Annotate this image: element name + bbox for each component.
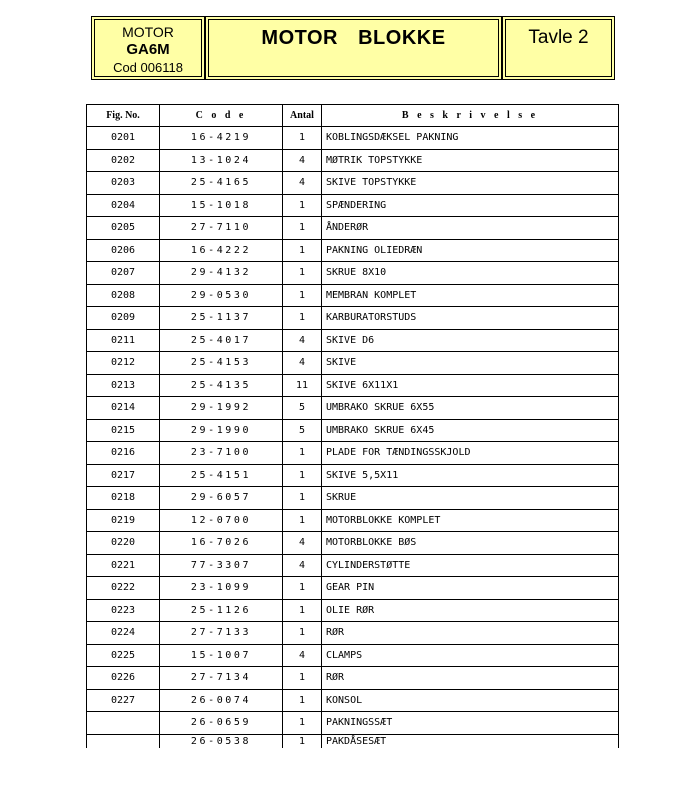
cell-code: 29-1990 xyxy=(160,419,283,442)
cell-code: 16-4219 xyxy=(160,127,283,150)
cell-description: SKIVE xyxy=(322,352,619,375)
cell-fig-no: 0221 xyxy=(87,554,160,577)
col-header-fig: Fig. No. xyxy=(87,105,160,127)
page-title: MOTOR BLOKKE xyxy=(261,27,446,49)
cell-description: UMBRAKO SKRUE 6X55 xyxy=(322,397,619,420)
table-row xyxy=(87,667,619,690)
cell-antal: 4 xyxy=(283,149,322,172)
table-row xyxy=(87,419,619,442)
col-header-desc: B e s k r i v e l s e xyxy=(322,105,619,127)
cell-fig-no xyxy=(87,712,160,735)
tavle-box xyxy=(502,16,615,80)
table-row xyxy=(87,464,619,487)
cell-fig-no: 0213 xyxy=(87,374,160,397)
cell-fig-no: 0226 xyxy=(87,667,160,690)
cell-antal: 4 xyxy=(283,532,322,555)
cell-fig-no: 0209 xyxy=(87,307,160,330)
motor-cod: Cod 006118 xyxy=(113,60,183,75)
cell-fig-no: 0212 xyxy=(87,352,160,375)
cell-antal: 1 xyxy=(283,127,322,150)
cell-fig-no: 0206 xyxy=(87,239,160,262)
cell-antal: 1 xyxy=(283,284,322,307)
cell-antal: 1 xyxy=(283,734,322,748)
cell-description: CLAMPS xyxy=(322,644,619,667)
cell-description: ÅNDERØR xyxy=(322,217,619,240)
cell-description: MØTRIK TOPSTYKKE xyxy=(322,149,619,172)
cell-description: MEMBRAN KOMPLET xyxy=(322,284,619,307)
cell-antal: 1 xyxy=(283,667,322,690)
cell-fig-no: 0216 xyxy=(87,442,160,465)
cell-antal: 1 xyxy=(283,622,322,645)
cell-code: 16-7026 xyxy=(160,532,283,555)
cell-fig-no: 0224 xyxy=(87,622,160,645)
cell-description: PAKNING OLIEDRÆN xyxy=(322,239,619,262)
table-row xyxy=(87,734,619,748)
cell-code: 15-1007 xyxy=(160,644,283,667)
cell-fig-no: 0220 xyxy=(87,532,160,555)
cell-code: 25-4017 xyxy=(160,329,283,352)
cell-antal: 1 xyxy=(283,262,322,285)
table-row xyxy=(87,599,619,622)
table-header-row xyxy=(87,105,619,127)
cell-fig-no: 0227 xyxy=(87,689,160,712)
cell-code: 77-3307 xyxy=(160,554,283,577)
cell-code: 23-1099 xyxy=(160,577,283,600)
cell-description: SKRUE xyxy=(322,487,619,510)
parts-table-body xyxy=(87,127,619,749)
table-row xyxy=(87,577,619,600)
cell-antal: 1 xyxy=(283,307,322,330)
col-header-antal: Antal xyxy=(283,105,322,127)
cell-fig-no: 0207 xyxy=(87,262,160,285)
cell-fig-no: 0208 xyxy=(87,284,160,307)
cell-fig-no: 0217 xyxy=(87,464,160,487)
cell-antal: 4 xyxy=(283,352,322,375)
cell-antal: 11 xyxy=(283,374,322,397)
cell-antal: 4 xyxy=(283,644,322,667)
cell-code: 25-4165 xyxy=(160,172,283,195)
cell-antal: 1 xyxy=(283,712,322,735)
cell-code: 29-1992 xyxy=(160,397,283,420)
cell-description: SPÆNDERING xyxy=(322,194,619,217)
cell-antal: 1 xyxy=(283,689,322,712)
table-row xyxy=(87,397,619,420)
cell-description: OLIE RØR xyxy=(322,599,619,622)
cell-fig-no: 0223 xyxy=(87,599,160,622)
tavle-number: Tavle 2 xyxy=(528,27,589,48)
cell-fig-no: 0204 xyxy=(87,194,160,217)
cell-code: 25-4135 xyxy=(160,374,283,397)
cell-antal: 1 xyxy=(283,509,322,532)
cell-fig-no: 0214 xyxy=(87,397,160,420)
cell-antal: 1 xyxy=(283,599,322,622)
table-row xyxy=(87,149,619,172)
cell-description: PAKNINGSSÆT xyxy=(322,712,619,735)
cell-code: 23-7100 xyxy=(160,442,283,465)
cell-antal: 1 xyxy=(283,217,322,240)
cell-antal: 1 xyxy=(283,487,322,510)
title-box xyxy=(205,16,502,80)
cell-fig-no: 0215 xyxy=(87,419,160,442)
cell-antal: 4 xyxy=(283,172,322,195)
table-row xyxy=(87,374,619,397)
cell-code: 25-1126 xyxy=(160,599,283,622)
cell-fig-no: 0205 xyxy=(87,217,160,240)
cell-description: UMBRAKO SKRUE 6X45 xyxy=(322,419,619,442)
cell-description: PAKDÅSESÆT xyxy=(322,734,619,748)
cell-fig-no: 0218 xyxy=(87,487,160,510)
table-row xyxy=(87,127,619,150)
cell-antal: 4 xyxy=(283,329,322,352)
cell-description: SKIVE 5,5X11 xyxy=(322,464,619,487)
cell-antal: 1 xyxy=(283,194,322,217)
cell-description: MOTORBLOKKE BØS xyxy=(322,532,619,555)
cell-description: RØR xyxy=(322,622,619,645)
cell-code: 26-0074 xyxy=(160,689,283,712)
cell-antal: 1 xyxy=(283,239,322,262)
cell-fig-no: 0202 xyxy=(87,149,160,172)
motor-label: MOTOR xyxy=(122,24,174,40)
cell-description: SKIVE TOPSTYKKE xyxy=(322,172,619,195)
cell-description: CYLINDERSTØTTE xyxy=(322,554,619,577)
cell-fig-no xyxy=(87,734,160,748)
motor-info-box xyxy=(91,16,205,80)
cell-code: 25-4153 xyxy=(160,352,283,375)
cell-code: 13-1024 xyxy=(160,149,283,172)
table-row xyxy=(87,239,619,262)
motor-model: GA6M xyxy=(126,41,170,58)
table-row xyxy=(87,307,619,330)
cell-description: SKRUE 8X10 xyxy=(322,262,619,285)
cell-code: 29-4132 xyxy=(160,262,283,285)
cell-description: KOBLINGSDÆKSEL PAKNING xyxy=(322,127,619,150)
table-row xyxy=(87,442,619,465)
table-row xyxy=(87,172,619,195)
cell-antal: 5 xyxy=(283,419,322,442)
cell-fig-no: 0225 xyxy=(87,644,160,667)
cell-description: KARBURATORSTUDS xyxy=(322,307,619,330)
cell-code: 26-0659 xyxy=(160,712,283,735)
table-row xyxy=(87,689,619,712)
table-row xyxy=(87,352,619,375)
cell-antal: 1 xyxy=(283,464,322,487)
table-row xyxy=(87,284,619,307)
cell-antal: 1 xyxy=(283,577,322,600)
table-row xyxy=(87,644,619,667)
cell-antal: 4 xyxy=(283,554,322,577)
cell-code: 26-0538 xyxy=(160,734,283,748)
cell-code: 15-1018 xyxy=(160,194,283,217)
cell-description: SKIVE 6X11X1 xyxy=(322,374,619,397)
table-row xyxy=(87,487,619,510)
cell-antal: 1 xyxy=(283,442,322,465)
cell-code: 16-4222 xyxy=(160,239,283,262)
table-row xyxy=(87,554,619,577)
table-row xyxy=(87,194,619,217)
col-header-code: C o d e xyxy=(160,105,283,127)
cell-description: GEAR PIN xyxy=(322,577,619,600)
table-row xyxy=(87,532,619,555)
table-row xyxy=(87,329,619,352)
cell-fig-no: 0203 xyxy=(87,172,160,195)
cell-description: RØR xyxy=(322,667,619,690)
cell-description: SKIVE D6 xyxy=(322,329,619,352)
cell-fig-no: 0219 xyxy=(87,509,160,532)
cell-description: PLADE FOR TÆNDINGSSKJOLD xyxy=(322,442,619,465)
cell-antal: 5 xyxy=(283,397,322,420)
table-row xyxy=(87,712,619,735)
cell-fig-no: 0222 xyxy=(87,577,160,600)
cell-code: 25-1137 xyxy=(160,307,283,330)
cell-description: KONSOL xyxy=(322,689,619,712)
cell-code: 27-7134 xyxy=(160,667,283,690)
cell-fig-no: 0201 xyxy=(87,127,160,150)
table-row xyxy=(87,262,619,285)
cell-fig-no: 0211 xyxy=(87,329,160,352)
table-row xyxy=(87,622,619,645)
cell-code: 25-4151 xyxy=(160,464,283,487)
cell-code: 29-0530 xyxy=(160,284,283,307)
parts-table xyxy=(86,104,619,748)
cell-code: 27-7133 xyxy=(160,622,283,645)
table-row xyxy=(87,217,619,240)
cell-code: 29-6057 xyxy=(160,487,283,510)
cell-code: 12-0700 xyxy=(160,509,283,532)
table-row xyxy=(87,509,619,532)
cell-code: 27-7110 xyxy=(160,217,283,240)
cell-description: MOTORBLOKKE KOMPLET xyxy=(322,509,619,532)
